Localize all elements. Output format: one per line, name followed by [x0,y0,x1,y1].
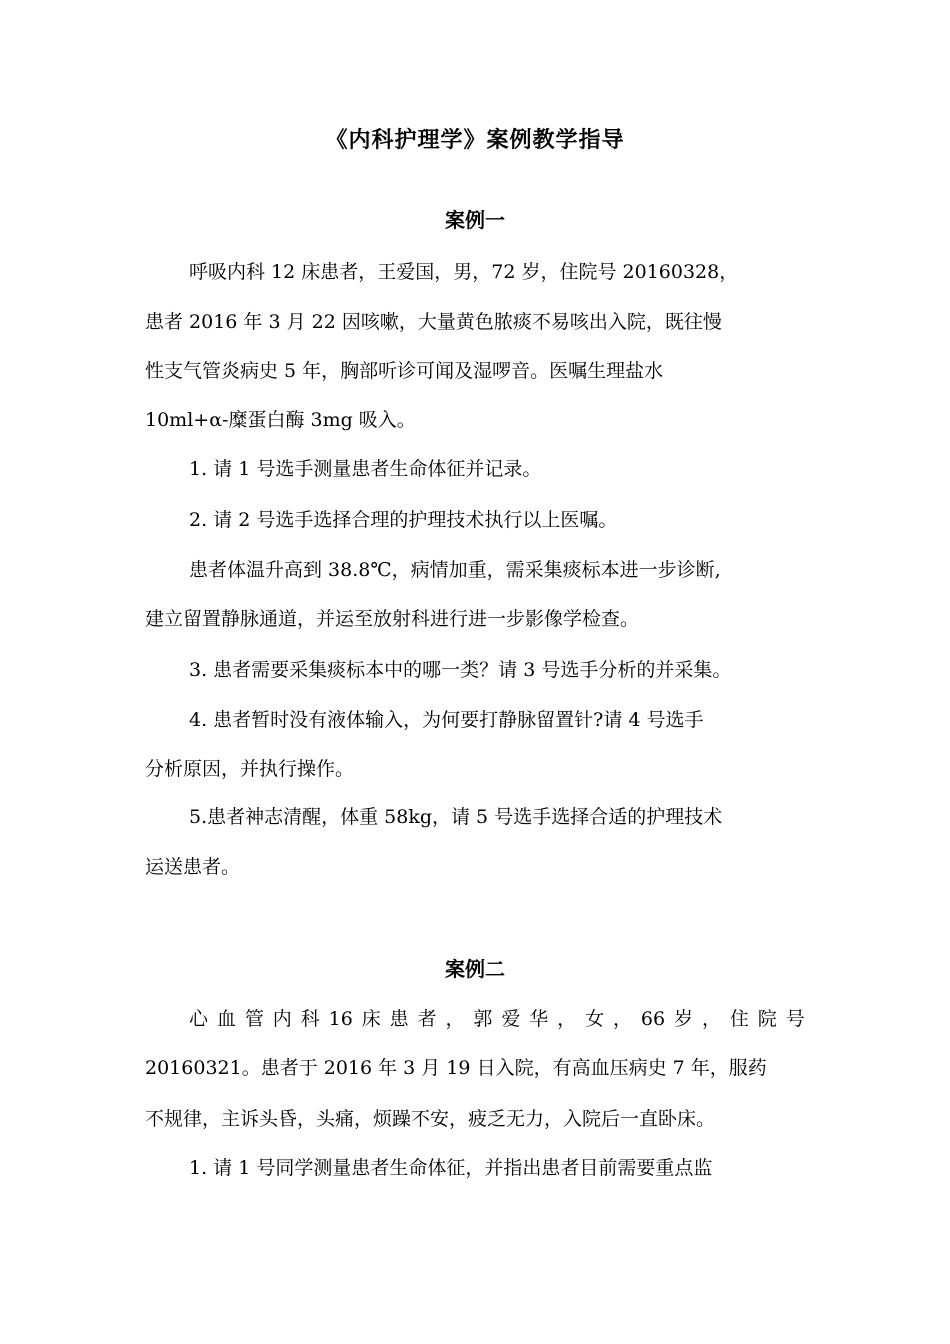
case-2-word: ， [613,1008,633,1030]
case-1-line-4: 10ml+α-糜蛋白酶 3mg 吸入。 [145,409,416,431]
case-2-word: ， [445,1008,465,1030]
case-2-word: 16 [328,1008,353,1030]
case-2-word: 血 [216,1008,236,1030]
case-2-word: 床 [361,1008,381,1030]
case-2-word: 女 [585,1008,605,1030]
case-2-word: 院 [757,1008,777,1030]
case-2-word: ， [701,1008,721,1030]
case-1-question-2: 2. 请 2 号选手选择合理的护理技术执行以上医嘱。 [189,509,618,531]
case-2-word: 66 [640,1008,666,1030]
case-2-word: 华 [529,1008,549,1030]
case-2-word: 住 [729,1008,749,1030]
case-2-word: 内 [272,1008,292,1030]
case-1-line-11: 分析原因，并执行操作。 [145,758,355,780]
document-title: 《内科护理学》案例教学指导 [325,128,625,153]
case-1-question-5: 5.患者神志清醒，体重 58kg，请 5 号选手选择合适的护理技术 [189,806,723,828]
case-2-word: 郭 [473,1008,493,1030]
case-1-question-1: 1. 请 1 号选手测量患者生命体征并记录。 [189,458,542,480]
case-1-line-8: 建立留置静脉通道，并运至放射科进行进一步影像学检查。 [145,608,640,630]
case-2-word: 心 [189,1008,209,1030]
case-2-word: 号 [785,1008,805,1030]
case-2-line-1 [189,1005,805,1033]
case-2-word: 岁 [674,1008,694,1030]
case-2-heading: 案例二 [445,957,505,981]
case-1-line-1: 呼吸内科 12 床患者，王爱国，男，72 岁，住院号 20160328， [189,261,739,283]
case-2-word: ， [557,1008,577,1030]
case-2-word: 爱 [501,1008,521,1030]
case-2-word: 患 [389,1008,409,1030]
case-1-line-7: 患者体温升高到 38.8℃，病情加重，需采集痰标本进一步诊断, [189,559,721,581]
case-2-line-2: 20160321。患者于 2016 年 3 月 19 日入院，有高血压病史 7 年，服药 [145,1057,767,1079]
case-1-question-4: 4. 患者暂时没有液体输入，为何要打静脉留置针?请 4 号选手 [189,709,704,731]
case-2-line-3: 不规律，主诉头昏，头痛，烦躁不安，疲乏无力，入院后一直卧床。 [145,1108,716,1130]
case-1-question-3: 3. 患者需要采集痰标本中的哪一类？请 3 号选手分析的并采集。 [189,659,732,681]
case-1-heading: 案例一 [445,208,505,232]
case-2-word: 者 [417,1008,437,1030]
case-1-line-13: 运送患者。 [145,856,241,878]
case-2-word: 管 [244,1008,264,1030]
case-2-question-1: 1. 请 1 号同学测量患者生命体征，并指出患者目前需要重点监 [189,1157,713,1179]
case-1-line-3: 性支气管炎病史 5 年，胸部听诊可闻及湿啰音。医嘱生理盐水 [145,360,664,382]
case-1-line-2: 患者 2016 年 3 月 22 因咳嗽，大量黄色脓痰不易咳出入院，既往慢 [145,311,722,333]
case-2-word: 科 [300,1008,320,1030]
